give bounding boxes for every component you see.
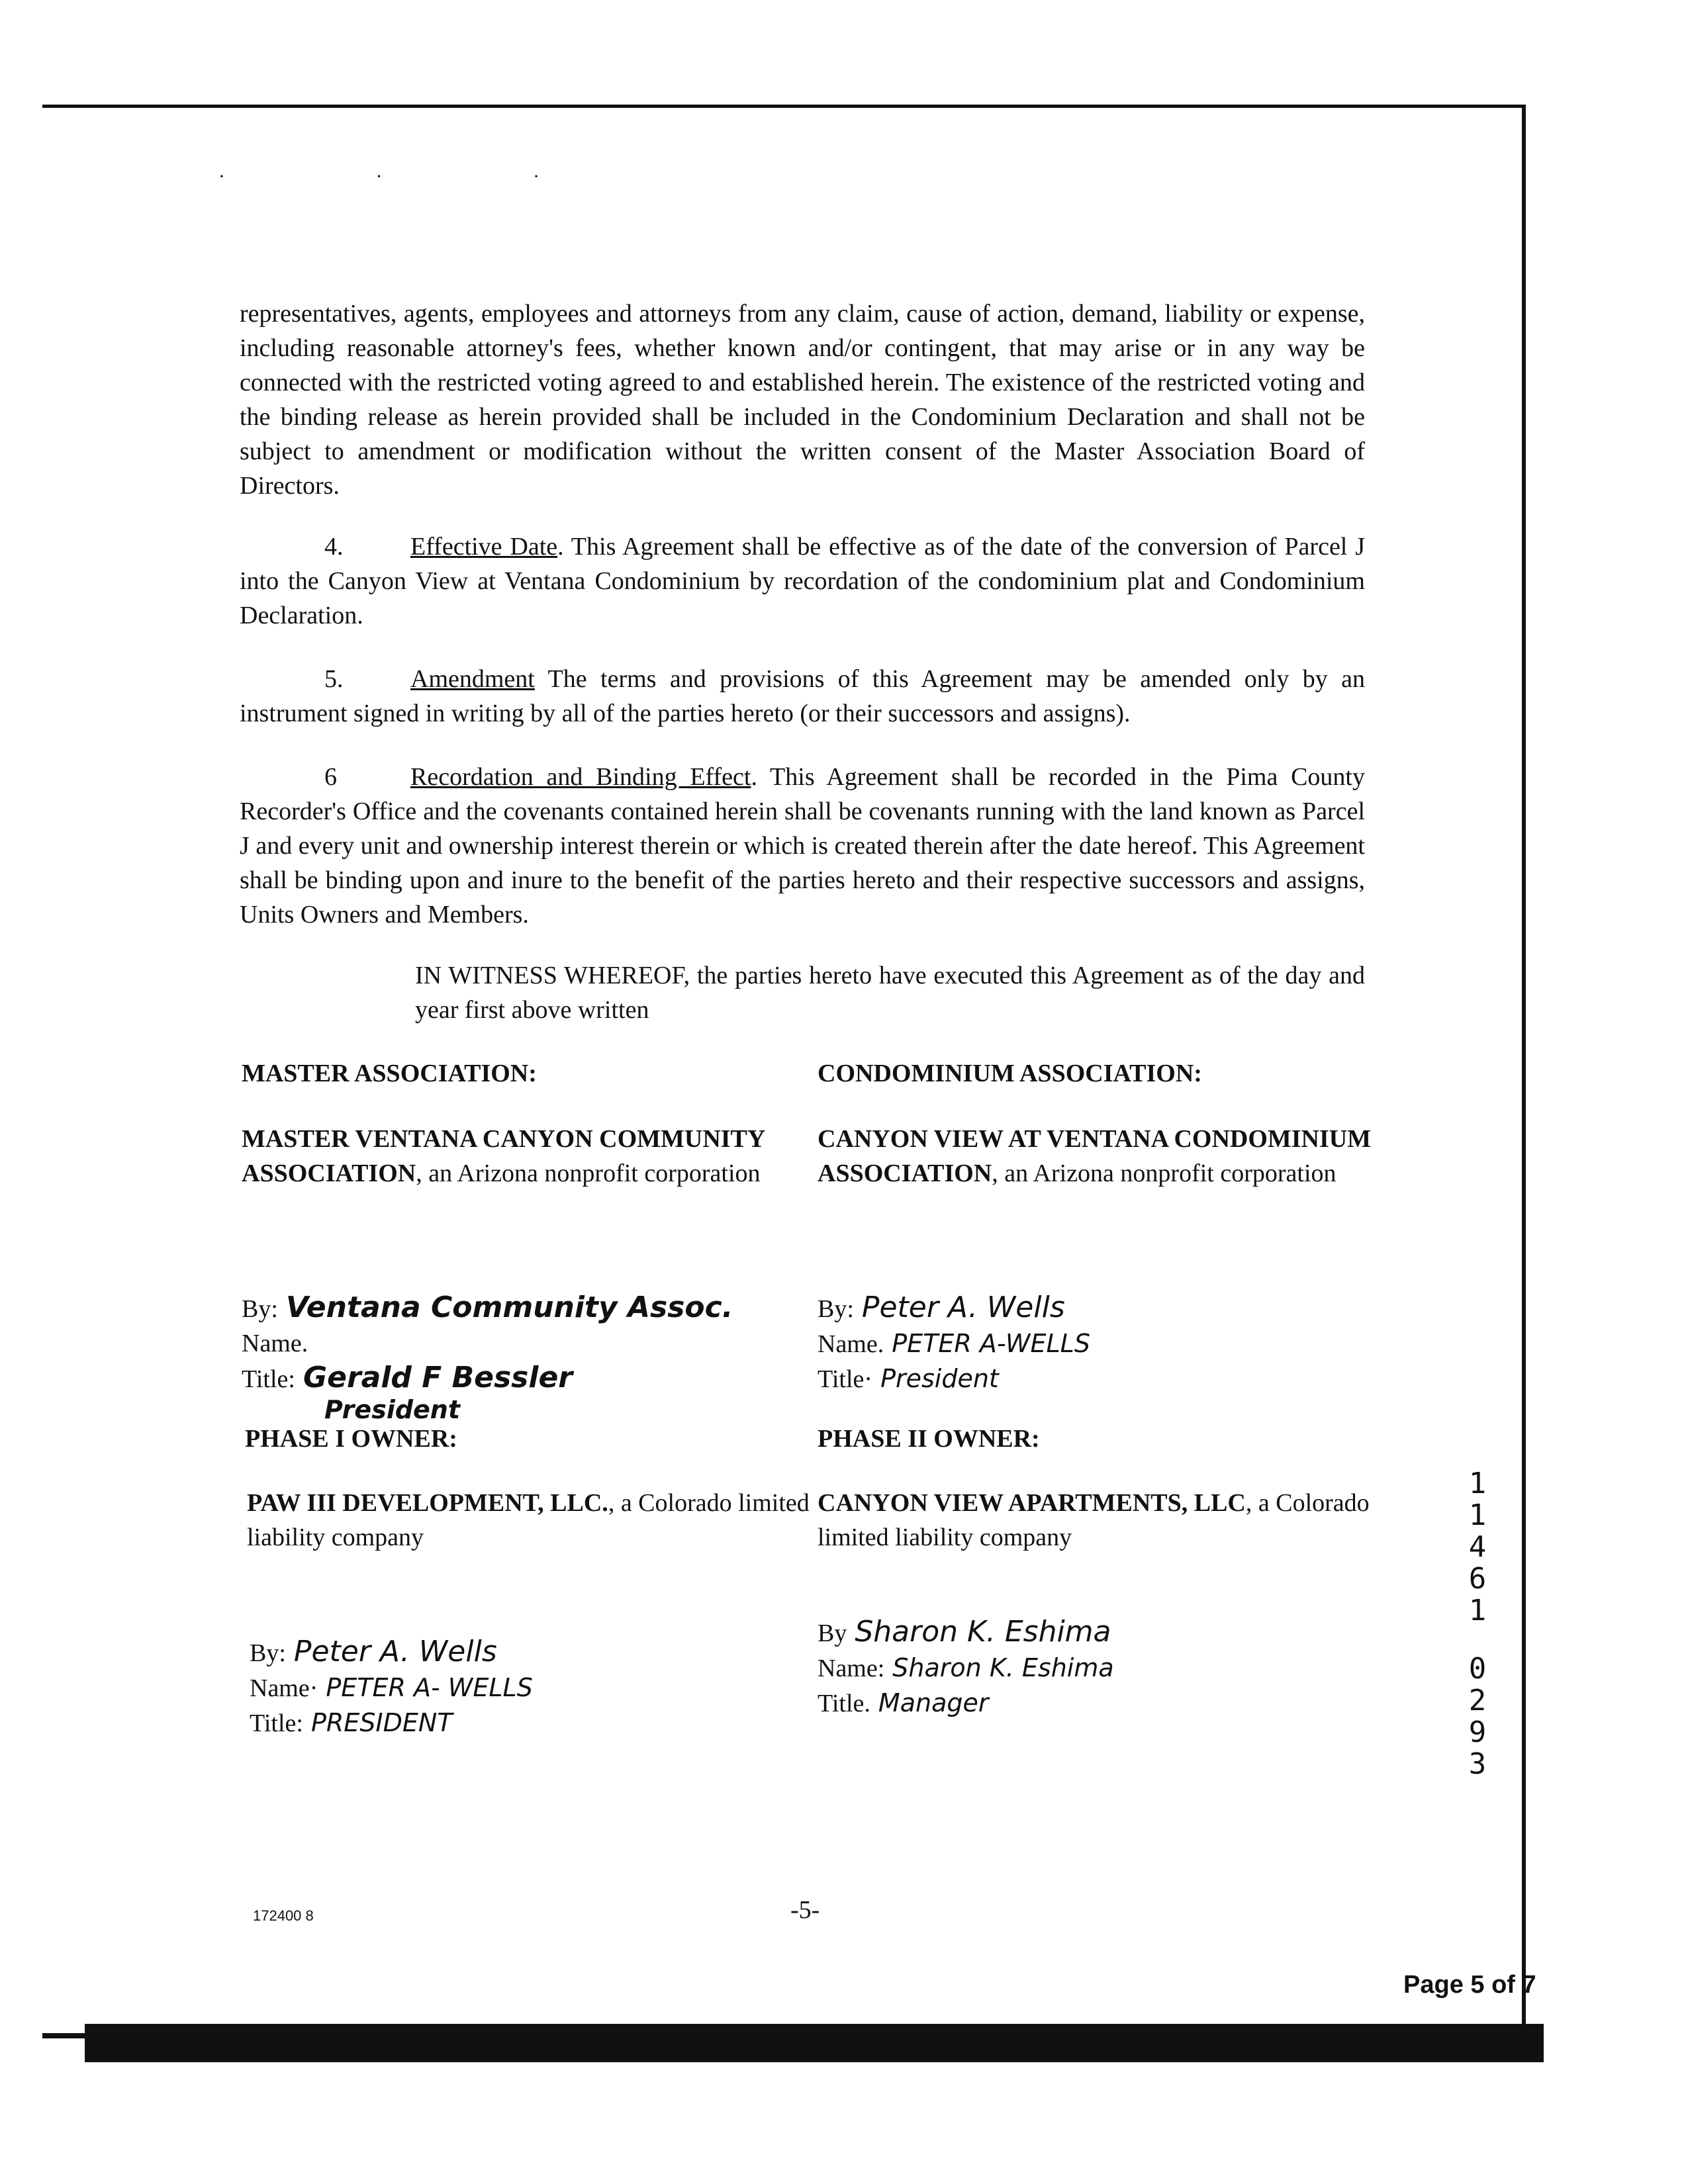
- document-number: 172400 8: [253, 1907, 314, 1924]
- bottom-scan-bar: [85, 2024, 1544, 2062]
- paragraph-5: [240, 662, 1365, 731]
- phase1-title-value: PRESIDENT: [310, 1708, 453, 1737]
- phase-2-owner-entity: [818, 1486, 1380, 1555]
- phase1-signature-block: [250, 1635, 819, 1741]
- condo-name-label: Name.: [818, 1330, 884, 1358]
- condo-title-value: President: [880, 1364, 999, 1393]
- master-title-label: Title:: [242, 1365, 295, 1393]
- witness-text: IN WITNESS WHEREOF, the parties hereto have executed this Agreement as of the day and year first above written: [415, 962, 1365, 1024]
- paragraph-6-heading: Recordation and Binding Effect: [410, 763, 751, 791]
- condo-entity-name: CANYON VIEW AT VENTANA CONDOMINIUM ASSOCIATION: [818, 1125, 1372, 1187]
- phase1-entity-description: , a Colorado limited liability company: [247, 1489, 810, 1551]
- master-entity-name: MASTER VENTANA CANYON COMMUNITY ASSOCIATION: [242, 1125, 765, 1187]
- condominium-association-entity: [818, 1122, 1380, 1191]
- master-association-heading: MASTER ASSOCIATION:: [242, 1060, 537, 1087]
- phase1-name-value: PETER A- WELLS: [326, 1673, 533, 1702]
- witness-paragraph: [240, 958, 1365, 1027]
- paragraph-6-text: . This Agreement shall be recorded in the Pima County Recorder's Office and the covenants contained herein shall be covenants running with the land known as Parcel J and every unit and ownership interest therein or which is created therein after the date hereof. This Agreement shall be binding upon and inure to the benefit of the parties hereto and their respective successors and assigns, Units Owners and Members.: [240, 763, 1365, 929]
- phase2-name-value: Sharon K. Eshima: [892, 1653, 1114, 1682]
- master-signature-block: [242, 1291, 811, 1396]
- condo-title-label: Title·: [818, 1365, 873, 1393]
- master-name-label: Name.: [242, 1330, 308, 1357]
- stamp-digit: 0: [1468, 1652, 1487, 1686]
- paragraph-4: [240, 529, 1365, 633]
- phase-2-owner-heading: PHASE II OWNER:: [818, 1425, 1040, 1453]
- phase1-entity-name: PAW III DEVELOPMENT, LLC.: [247, 1489, 608, 1517]
- phase2-signature-block: [818, 1615, 1387, 1721]
- phase2-by-signature: Sharon K. Eshima: [855, 1615, 1111, 1649]
- recording-number-stamp: [1464, 1468, 1491, 1780]
- paragraph-5-heading: Amendment: [410, 665, 535, 693]
- paragraph-4-heading: Effective Date: [410, 533, 558, 561]
- top-border-line: [42, 105, 1525, 108]
- phase1-title-label: Title:: [250, 1709, 303, 1737]
- phase2-by-label: By: [818, 1619, 847, 1647]
- page-number: -5-: [790, 1896, 820, 1924]
- master-entity-description: , an Arizona nonprofit corporation: [416, 1160, 761, 1187]
- condo-by-signature: Peter A. Wells: [861, 1291, 1065, 1324]
- phase1-name-label: Name·: [250, 1674, 318, 1702]
- condo-name-value: PETER A-WELLS: [892, 1329, 1090, 1358]
- paragraph-4-number: 4.: [324, 533, 344, 561]
- paragraph-continuation: [240, 296, 1365, 503]
- condo-signature-block: [818, 1291, 1387, 1396]
- phase-1-owner-entity: [247, 1486, 810, 1555]
- stamp-digit: 3: [1468, 1747, 1487, 1781]
- page-of-indicator: Page 5 of 7: [1403, 1971, 1536, 1999]
- scan-specks: · · ·: [218, 165, 612, 187]
- master-by-label: By:: [242, 1295, 278, 1323]
- phase1-by-signature: Peter A. Wells: [293, 1635, 497, 1668]
- master-association-entity: [242, 1122, 804, 1191]
- phase2-entity-name: CANYON VIEW APARTMENTS, LLC: [818, 1489, 1246, 1517]
- phase-1-owner-heading: PHASE I OWNER:: [245, 1425, 457, 1453]
- stamp-digit: 2: [1468, 1684, 1487, 1717]
- paragraph-5-text: The terms and provisions of this Agreement may be amended only by an instrument signed in writing by all of the parties hereto (or their successors and assigns).: [240, 665, 1365, 727]
- stamp-digit: 6: [1468, 1562, 1487, 1596]
- stamp-gap: [1464, 1627, 1491, 1653]
- phase2-entity-description: , a Colorado limited liability company: [818, 1489, 1370, 1551]
- paragraph-6-number: 6: [324, 763, 337, 791]
- phase2-title-label: Title.: [818, 1690, 870, 1717]
- phase2-title-value: Manager: [878, 1688, 989, 1717]
- condo-entity-description: , an Arizona nonprofit corporation: [992, 1160, 1336, 1187]
- right-border-line: [1522, 105, 1526, 2037]
- stamp-digit: 1: [1468, 1594, 1487, 1627]
- paragraph-4-text: . This Agreement shall be effective as of the date of the conversion of Parcel J into the Canyon View at Ventana Condominium by recordation of the condominium plat and Condominium Declaration.: [240, 533, 1365, 629]
- condo-by-label: By:: [818, 1295, 854, 1323]
- paragraph-6: [240, 760, 1365, 932]
- master-by-signature: Ventana Community Assoc.: [285, 1291, 733, 1324]
- stamp-digit: 1: [1468, 1467, 1487, 1500]
- master-title-handwritten: President: [324, 1395, 461, 1424]
- phase2-name-label: Name:: [818, 1655, 885, 1682]
- phase1-by-label: By:: [250, 1639, 286, 1667]
- stamp-digit: 1: [1468, 1498, 1487, 1532]
- master-name-signature: Gerald F Bessler: [303, 1361, 573, 1394]
- paragraph-continuation-text: representatives, agents, employees and attorneys from any claim, cause of action, demand, liability or expense, including reasonable attorney's fees, whether known and/or contingent, that may arise or in any way be connected with the restricted voting agreed to and established herein. The existence of the restricted voting and the binding release as herein provided shall be included in the Condominium Declaration and shall not be subject to amendment or modification without the written consent of the Master Association Board of Directors.: [240, 300, 1365, 500]
- bottom-bar-tail: [42, 2033, 89, 2038]
- stamp-digit: 9: [1468, 1715, 1487, 1749]
- paragraph-5-number: 5.: [324, 665, 344, 693]
- condominium-association-heading: CONDOMINIUM ASSOCIATION:: [818, 1060, 1202, 1087]
- stamp-digit: 4: [1468, 1530, 1487, 1564]
